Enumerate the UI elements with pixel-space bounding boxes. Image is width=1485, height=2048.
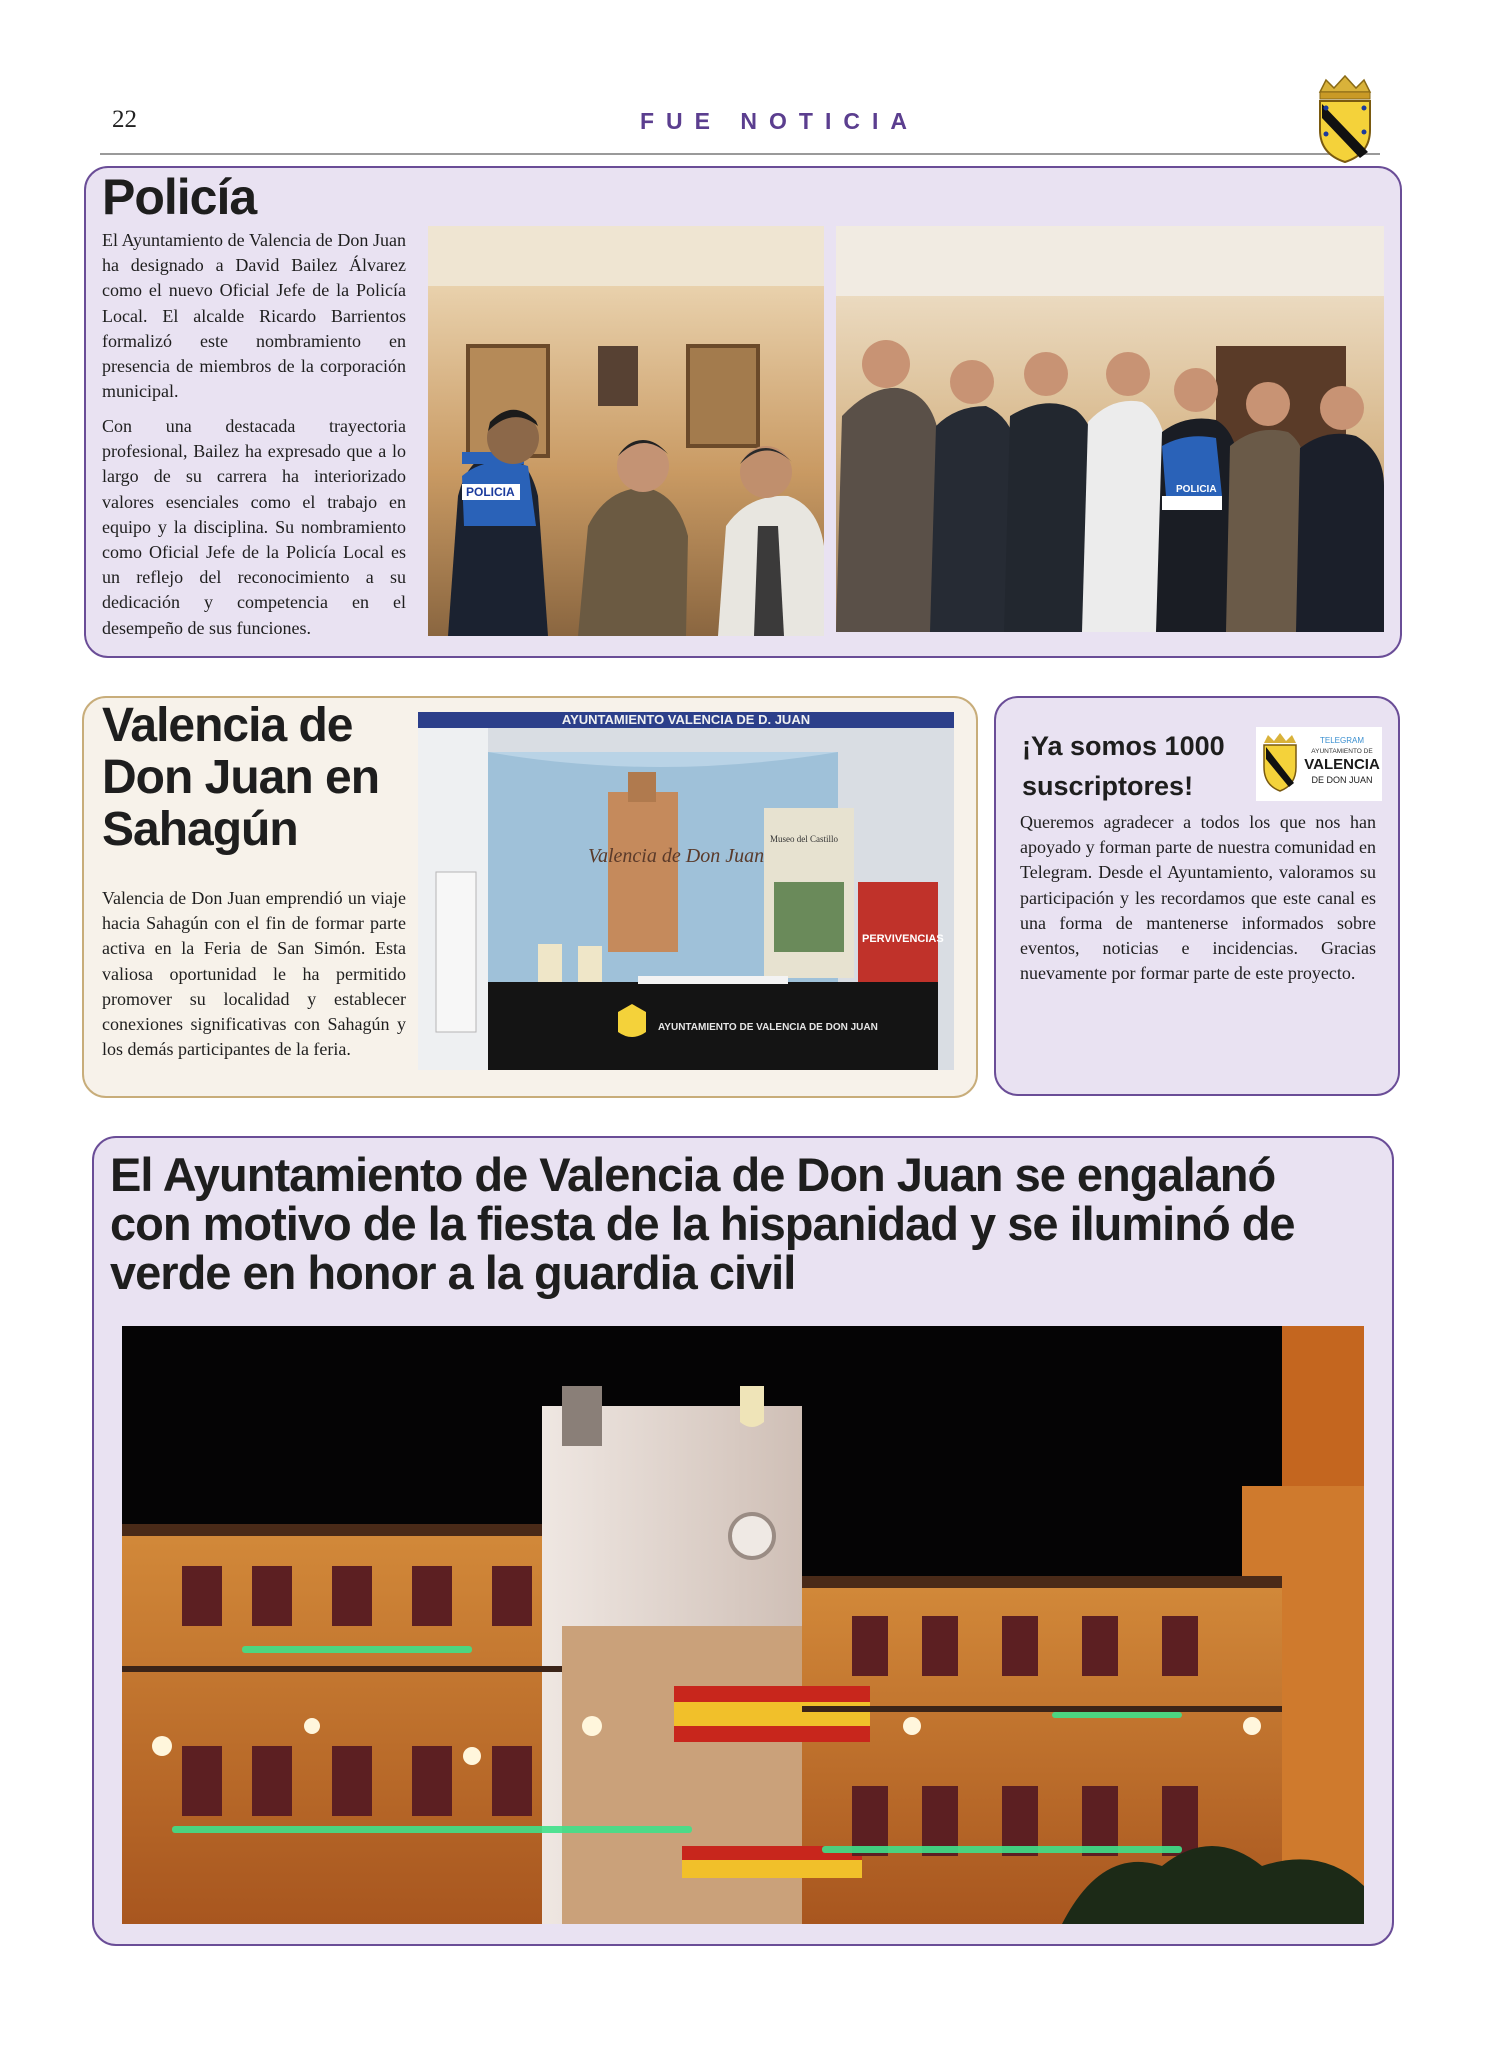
town-crest-icon bbox=[1312, 74, 1378, 164]
sahagun-title-line-2: Don Juan en bbox=[102, 751, 380, 804]
policia-title: Policía bbox=[102, 169, 257, 225]
header-rule bbox=[100, 153, 1380, 155]
hispanidad-title-line-2: con motivo de la fiesta de la hispanidad y se iluminó de bbox=[110, 1197, 1295, 1250]
telegram-logo-main: VALENCIA bbox=[1304, 756, 1380, 773]
sahagun-title-line-3: Sahagún bbox=[102, 803, 298, 856]
sahagun-photo-stand bbox=[418, 712, 954, 1070]
sahagun-photo-table-logo: AYUNTAMIENTO DE VALENCIA DE DON JUAN bbox=[658, 1022, 878, 1033]
sahagun-title-line-1: Valencia de bbox=[102, 699, 353, 752]
sahagun-photo-poster: Museo del Castillo bbox=[770, 834, 838, 844]
sahagun-photo-banner: AYUNTAMIENTO VALENCIA DE D. JUAN bbox=[561, 712, 811, 727]
sahagun-photo-stand-text: Valencia de Don Juan bbox=[588, 845, 765, 867]
hispanidad-title-line-1: El Ayuntamiento de Valencia de Don Juan se engalanó bbox=[110, 1148, 1276, 1201]
policia-paragraph-2: Con una destacada trayectoria profesional, Bailez ha expresado que a lo largo de su carrera ha interiorizado valores esenciales como el trabajo en equipo y la disciplina. Su nombramiento como Oficial Jefe de la Policía Local es un reflejo del reconocimiento a su dedicación y competencia en el desempeño de sus funciones. bbox=[102, 416, 406, 638]
policia-badge-text-1: POLICIA bbox=[466, 485, 515, 499]
telegram-logo-top: TELEGRAM bbox=[1319, 736, 1365, 745]
policia-paragraph-1: El Ayuntamiento de Valencia de Don Juan ha designado a David Bailez Álvarez como el nuevo Oficial Jefe de la Policía Local. El alcalde Ricardo Barrientos formalizó este nombramiento en presencia de miembros de la corporación municipal. bbox=[102, 230, 406, 402]
page-number: 22 bbox=[112, 106, 137, 133]
sahagun-photo-book: PERVIVENCIAS bbox=[862, 933, 944, 945]
policia-photo-group bbox=[836, 226, 1384, 632]
telegram-title-line-1: ¡Ya somos 1000 bbox=[1022, 731, 1225, 761]
hispanidad-photo-town-hall bbox=[122, 1326, 1364, 1924]
policia-photo-appointment bbox=[428, 226, 824, 636]
telegram-paragraph: Queremos agradecer a todos los que nos han apoyado y forman parte de nuestra comunidad en Telegram. Desde el Ayuntamiento, valoramos su participación y les recordamos que este canal es una forma de mantenerse informados sobre eventos, noticias e incidencias. Gracias nuevamente por formar parte de este proyecto. bbox=[1020, 812, 1376, 984]
hispanidad-title-line-3: verde en honor a la guardia civil bbox=[110, 1246, 796, 1299]
running-title: FUE NOTICIA bbox=[640, 108, 919, 134]
telegram-logo-small: AYUNTAMIENTO DE bbox=[1311, 748, 1373, 755]
telegram-logo-bottom: DE DON JUAN bbox=[1311, 775, 1373, 785]
telegram-logo bbox=[1256, 727, 1382, 801]
telegram-title-line-2: suscriptores! bbox=[1022, 771, 1194, 801]
policia-badge-text-2: POLICIA bbox=[1176, 484, 1217, 495]
sahagun-paragraph: Valencia de Don Juan emprendió un viaje hacia Sahagún con el fin de formar parte activa en la Feria de San Simón. Esta valiosa oportunidad le ha permitido promover su localidad y establecer conexiones significativas con Sahagún y los demás participantes de la feria. bbox=[102, 888, 406, 1060]
